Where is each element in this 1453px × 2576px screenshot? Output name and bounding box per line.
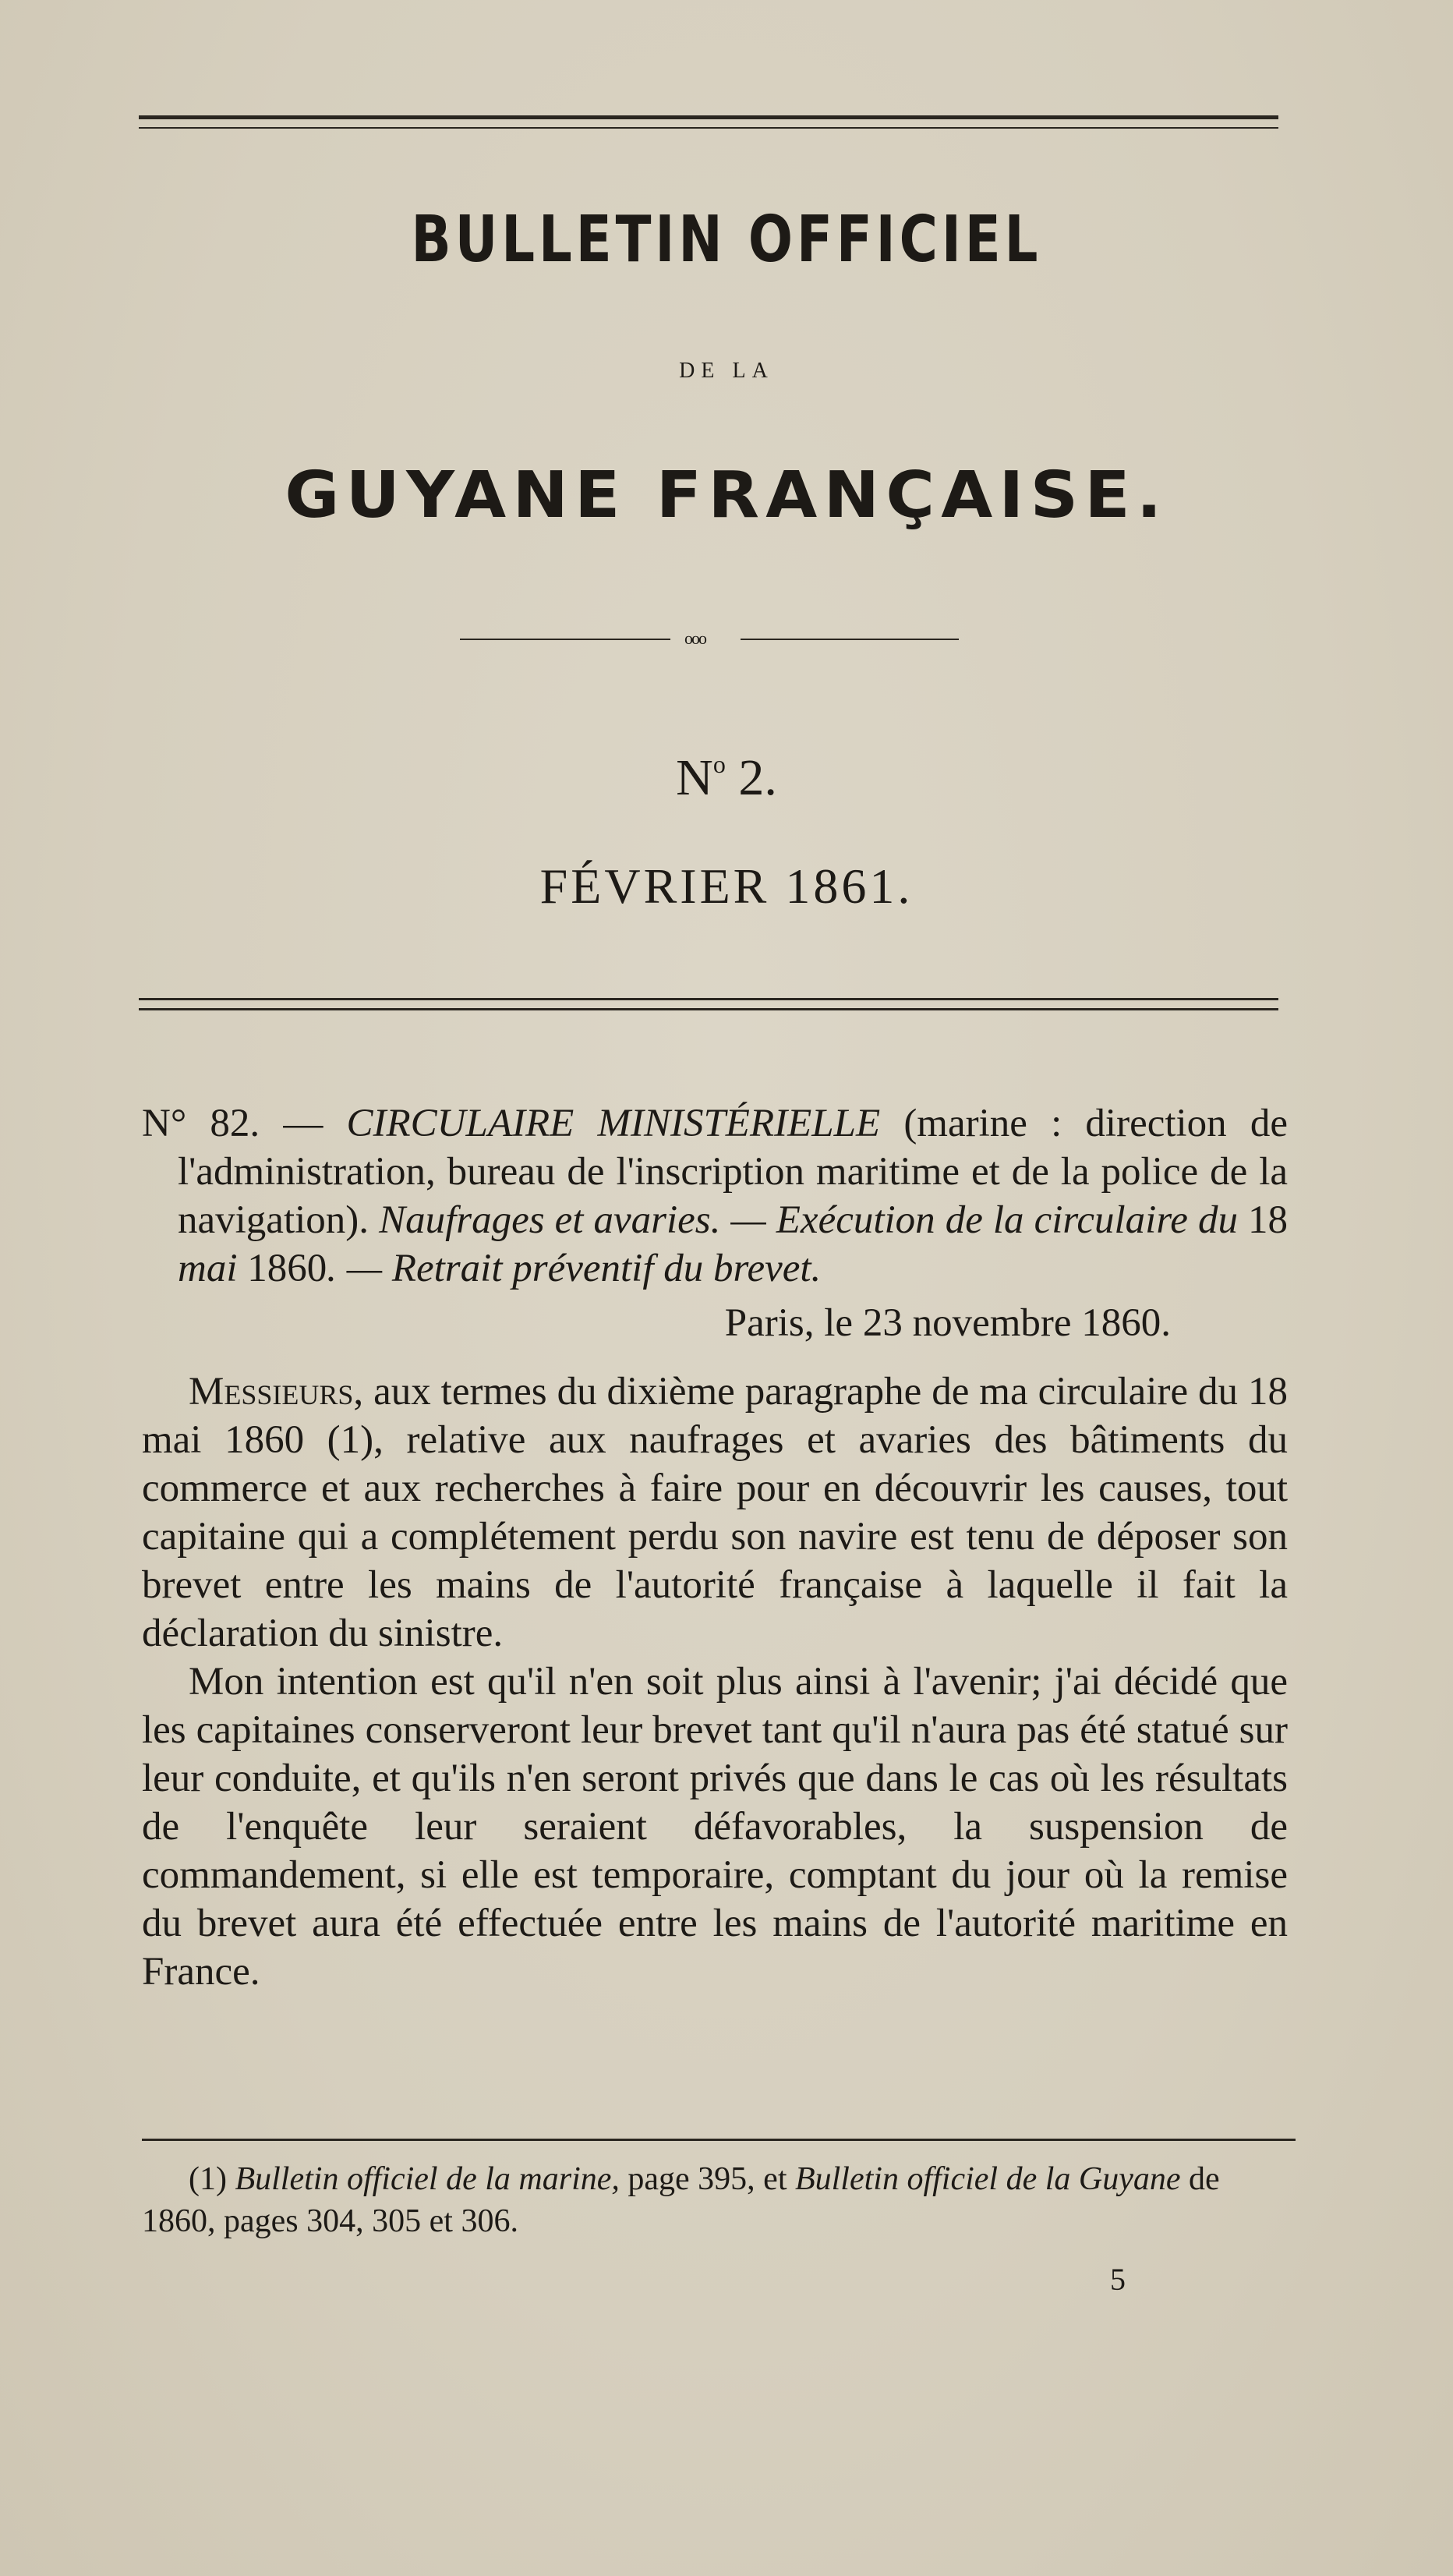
double-rule	[139, 998, 1278, 1010]
paragraph-1: Messieurs, aux termes du dixième paragraphe de ma circulaire du 18 mai 1860 (1), relative aux naufrages et avaries des bâtiments du commerce et aux recherches à faire pour en découvrir les causes, tout capitaine qui a complétement perdu son navire est tenu de déposer son brevet entre les mains de l'autorité française à laquelle il fait la déclaration du sinistre.	[142, 1370, 1288, 1655]
footnote: (1) Bulletin officiel de la marine, page 395, et Bulletin officiel de la Guyane de 1860, pages 304, 305 et 306.	[142, 2161, 1220, 2239]
footnote-rule	[142, 2139, 1296, 2141]
top-rule	[139, 115, 1278, 129]
article-heading: N° 82. — CIRCULAIRE MINISTÉRIELLE (marine : direction de l'administration, bureau de l'inscription maritime et de la police de la navigation). Naufrages et avaries. — Exécution de la circulaire du 18 mai 1860. — Retrait préventif du brevet.	[142, 1102, 1289, 1290]
article-dateline: Paris, le 23 novembre 1860.	[724, 1301, 1171, 1345]
colony-title: GUYANE FRANÇAISE.	[285, 458, 1168, 533]
issue-month: FÉVRIER 1861.	[539, 858, 914, 914]
bulletin-title: BULLETIN OFFICIEL	[411, 203, 1042, 277]
article-body	[142, 1099, 1288, 1996]
page-number: 5	[1110, 2262, 1126, 2297]
paragraph-2: Mon intention est qu'il n'en soit plus ainsi à l'avenir; j'ai décidé que les capitaines conserveront leur brevet tant qu'il n'aura pas été statué sur leur conduite, et qu'ils n'en seront privés que dans le cas où les résultats de l'enquête leur seraient défavorables, la suspension de commandement, si elle est temporaire, comptant du jour où la remise du brevet aura été effectuée entre les mains de l'autorité maritime en France.	[142, 1660, 1288, 1994]
ornament-divider: ooo	[460, 632, 959, 647]
issue-number: $N^o$ 2.	[676, 749, 777, 806]
title-connector: DE LA	[679, 359, 774, 383]
